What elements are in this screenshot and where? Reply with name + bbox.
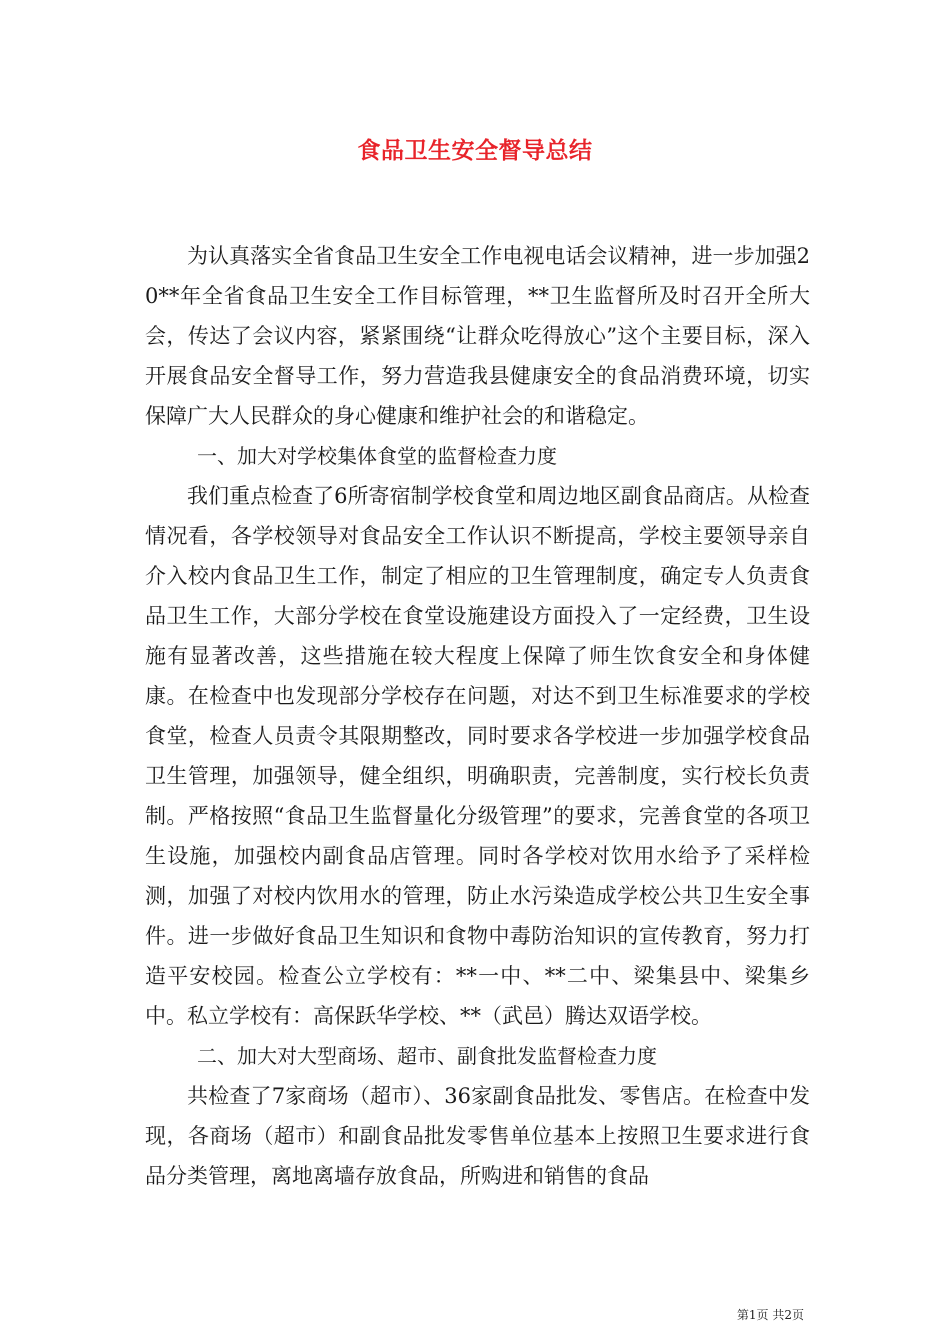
section-heading-2: 二、加大对大型商场、超市、副食批发监督检查力度 (197, 1044, 657, 1068)
section-heading-1: 一、加大对学校集体食堂的监督检查力度 (197, 444, 557, 468)
document-body (145, 236, 810, 1196)
intro-paragraph: 为认真落实全省食品卫生安全工作电视电话会议精神，进一步加强20**年全省食品卫生安全工作目标管理，**卫生监督所及时召开全所大会，传达了会议内容，紧紧围绕“让群众吃得放心”这个主要目标，深入开展食品安全督导工作，努力营造我县健康安全的食品消费环境，切实保障广大人民群众的身心健康和维护社会的和谐稳定。 (145, 244, 810, 428)
document-title: 食品卫生安全督导总结 (357, 137, 593, 164)
section-2-paragraph: 共检查了7家商场（超市）、36家副食品批发、零售店。在检查中发现，各商场（超市）和副食品批发零售单位基本上按照卫生要求进行食品分类管理，离地离墙存放食品，所购进和销售的食品 (145, 1084, 810, 1188)
section-1-paragraph: 我们重点检查了6所寄宿制学校食堂和周边地区副食品商店。从检查情况看，各学校领导对食品安全工作认识不断提高，学校主要领导亲自介入校内食品卫生工作，制定了相应的卫生管理制度，确定专人负责食品卫生工作，大部分学校在食堂设施建设方面投入了一定经费，卫生设施有显著改善，这些措施在较大程度上保障了师生饮食安全和身体健康。在检查中也发现部分学校存在问题，对达不到卫生标准要求的学校食堂，检查人员责令其限期整改，同时要求各学校进一步加强学校食品卫生管理，加强领导，健全组织，明确职责，完善制度，实行校长负责制。严格按照“食品卫生监督量化分级管理”的要求，完善食堂的各项卫生设施，加强校内副食品店管理。同时各学校对饮用水给予了采样检测，加强了对校内饮用水的管理，防止水污染造成学校公共卫生安全事件。进一步做好食品卫生知识和食物中毒防治知识的宣传教育，努力打造平安校园。检查公立学校有：**一中、**二中、梁集县中、梁集乡中。私立学校有：高保跃华学校、**（武邑）腾达双语学校。 (145, 484, 810, 1028)
page-number: 第1页 共2页 (736, 1308, 804, 1322)
